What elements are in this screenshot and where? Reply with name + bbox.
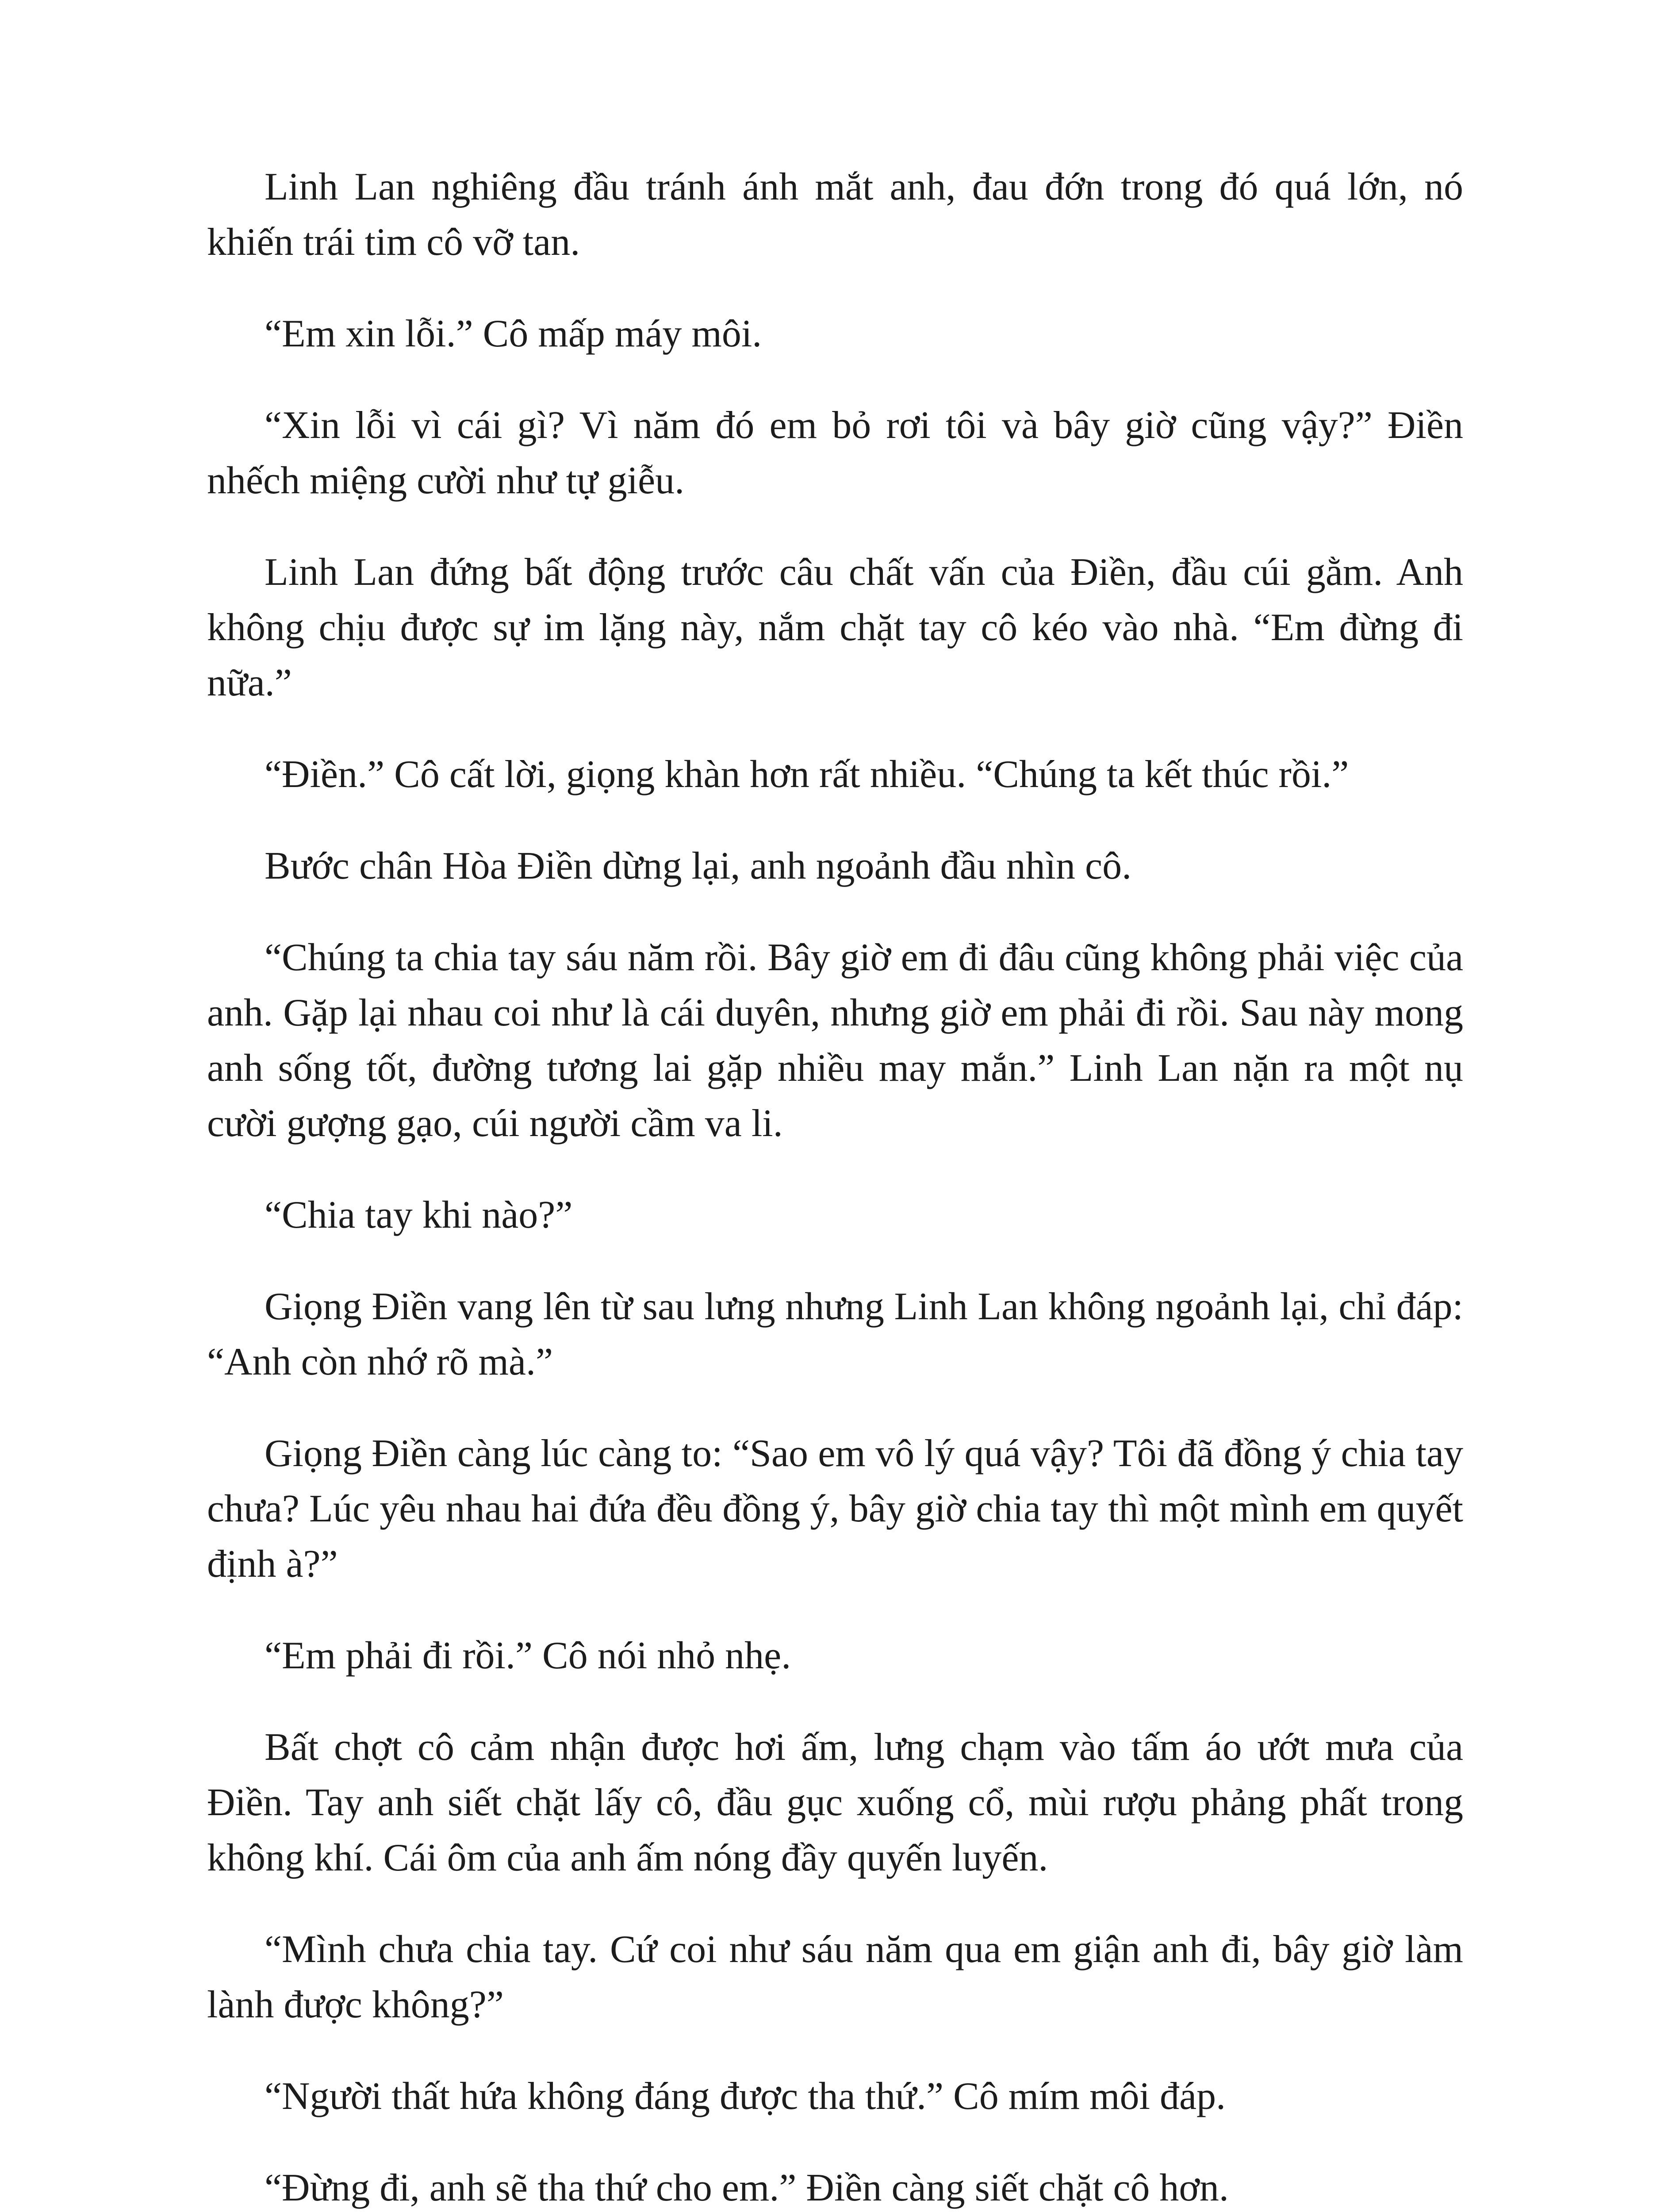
paragraph-6: Bước chân Hòa Điền dừng lại, anh ngoảnh đầu nhìn cô. xyxy=(265,845,1132,887)
paragraph-4: Linh Lan đứng bất động trước câu chất vấn của Điền, đầu cúi gằm. Anh không chịu được sự im lặng này, nắm chặt tay cô kéo vào nhà. “Em đừng đi nữa.” xyxy=(207,551,1463,704)
paragraph-1: Linh Lan nghiêng đầu tránh ánh mắt anh, đau đớn trong đó quá lớn, nó khiến trái tim cô vỡ tan. xyxy=(207,165,1463,264)
paragraph-9: Giọng Điền vang lên từ sau lưng nhưng Linh Lan không ngoảnh lại, chỉ đáp: “Anh còn nhớ rõ mà.” xyxy=(207,1285,1463,1383)
paragraph-11: “Em phải đi rồi.” Cô nói nhỏ nhẹ. xyxy=(265,1634,791,1677)
paragraph-3: “Xin lỗi vì cái gì? Vì năm đó em bỏ rơi tôi và bây giờ cũng vậy?” Điền nhếch miệng cười như tự giễu. xyxy=(207,404,1463,502)
paragraph-2: “Em xin lỗi.” Cô mấp máy môi. xyxy=(265,312,762,355)
paragraph-10: Giọng Điền càng lúc càng to: “Sao em vô lý quá vậy? Tôi đã đồng ý chia tay chưa? Lúc yêu nhau hai đứa đều đồng ý, bây giờ chia tay thì một mình em quyết định à?” xyxy=(207,1432,1463,1586)
paragraph-13: “Mình chưa chia tay. Cứ coi như sáu năm qua em giận anh đi, bây giờ làm lành được không?” xyxy=(207,1928,1463,2026)
paragraph-14: “Người thất hứa không đáng được tha thứ.” Cô mím môi đáp. xyxy=(265,2075,1226,2118)
paragraph-7: “Chúng ta chia tay sáu năm rồi. Bây giờ em đi đâu cũng không phải việc của anh. Gặp lại nhau coi như là cái duyên, nhưng giờ em phải đi rồi. Sau này mong anh sống tốt, đường tương lai gặp nhiều may mắn.” Linh Lan nặn ra một nụ cười gượng gạo, cúi người cầm va li. xyxy=(207,936,1463,1145)
paragraph-8: “Chia tay khi nào?” xyxy=(265,1194,573,1237)
paragraph-5: “Điền.” Cô cất lời, giọng khàn hơn rất nhiều. “Chúng ta kết thúc rồi.” xyxy=(265,753,1349,796)
body-text xyxy=(207,159,1463,2212)
paragraph-12: Bất chợt cô cảm nhận được hơi ấm, lưng chạm vào tấm áo ướt mưa của Điền. Tay anh siết chặt lấy cô, đầu gục xuống cổ, mùi rượu phảng phất trong không khí. Cái ôm của anh ấm nóng đầy quyến luyến. xyxy=(207,1726,1463,1879)
paragraph-15: “Đừng đi, anh sẽ tha thứ cho em.” Điền càng siết chặt cô hơn. xyxy=(265,2166,1229,2209)
